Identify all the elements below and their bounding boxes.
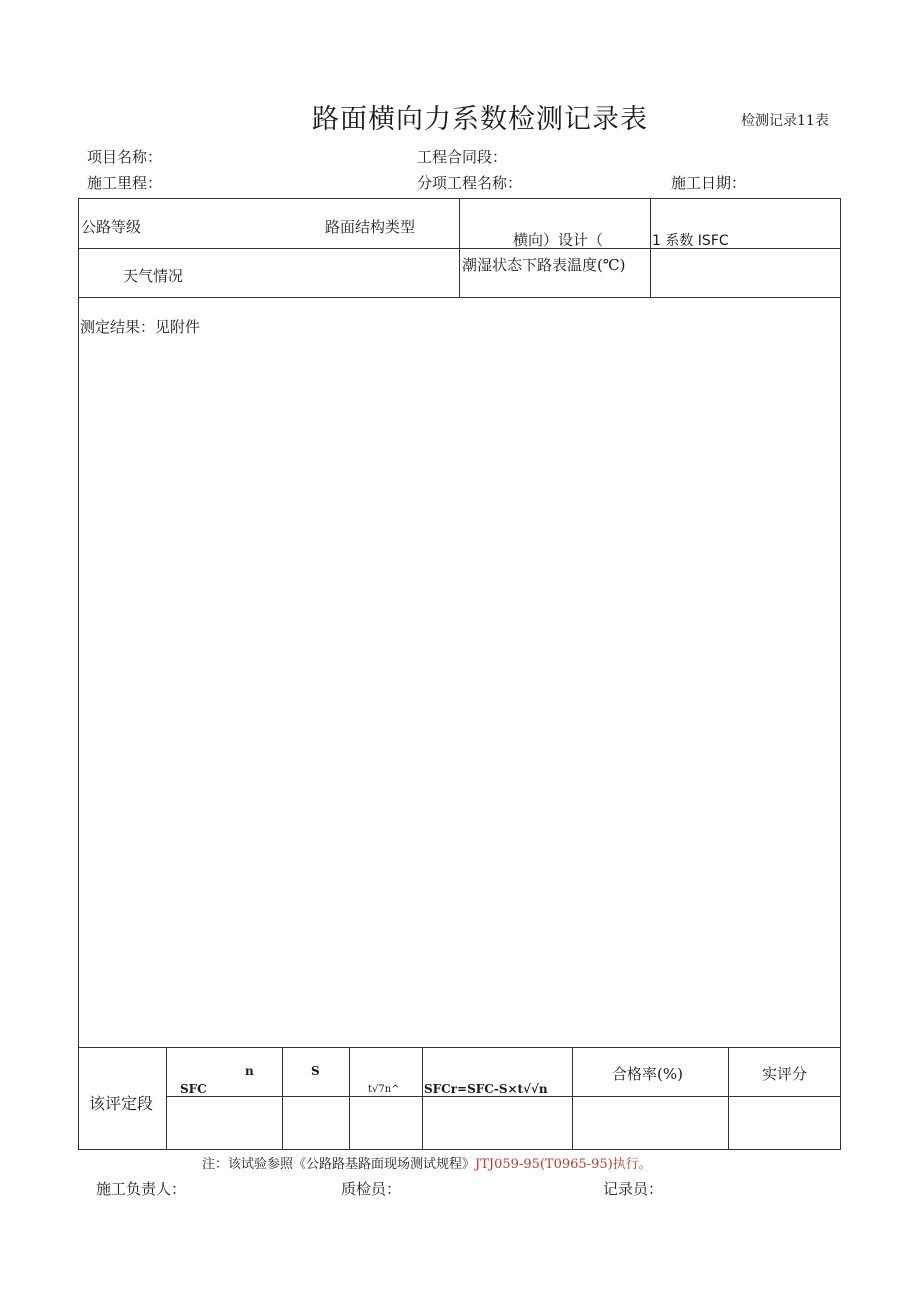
row-divider xyxy=(166,1096,840,1097)
recorder-label: 记录员： xyxy=(603,1180,664,1198)
weather-label: 天气情况 xyxy=(123,267,184,285)
col-formula-header: SFCr=SFC-S×t√√n xyxy=(424,1082,548,1096)
design-label: 横向）设计（ xyxy=(513,231,604,249)
construction-date-label: 施工日期： xyxy=(671,174,747,192)
col-divider xyxy=(282,1047,283,1149)
footer-note xyxy=(202,1153,652,1172)
supervisor-label: 施工负责人： xyxy=(96,1180,187,1198)
col-divider xyxy=(728,1047,729,1149)
col-divider xyxy=(650,199,651,297)
mileage-label: 施工里程： xyxy=(87,174,163,192)
sfc-label: 1 系数 ISFC xyxy=(652,233,729,249)
sub-project-label: 分项工程名称： xyxy=(417,174,523,192)
col-score-header: 实评分 xyxy=(762,1065,808,1083)
col-s-header: S xyxy=(311,1064,320,1078)
row-divider xyxy=(79,297,840,298)
note-prefix: 注：该试验参照《公路路基路面现场测试规程》 xyxy=(202,1157,476,1172)
road-grade-label: 公路等级 xyxy=(81,218,142,236)
eval-segment-label: 该评定段 xyxy=(89,1094,154,1113)
project-name-label: 项目名称： xyxy=(87,148,163,166)
col-n-header: n xyxy=(245,1064,254,1078)
col-t-header: t√7n^ xyxy=(368,1084,400,1095)
page-title: 路面横向力系数检测记录表 xyxy=(312,104,648,135)
col-divider xyxy=(349,1047,350,1149)
col-divider xyxy=(572,1047,573,1149)
row-divider xyxy=(79,1047,840,1048)
contract-section-label: 工程合同段： xyxy=(417,148,508,166)
col-divider xyxy=(166,1047,167,1149)
note-code: JTJ059-95(T0965-95)执行。 xyxy=(475,1157,652,1172)
record-table xyxy=(78,198,841,1150)
record-code: 检测记录11表 xyxy=(741,113,829,129)
pavement-type-label: 路面结构类型 xyxy=(325,218,416,236)
inspector-label: 质检员： xyxy=(341,1180,402,1198)
col-divider xyxy=(459,199,460,297)
result-label: 测定结果：见附件 xyxy=(80,318,201,336)
temperature-label: 潮湿状态下路表温度(℃) xyxy=(462,256,626,274)
col-sfc-header: SFC xyxy=(180,1082,207,1096)
col-divider xyxy=(422,1047,423,1149)
col-pass-rate-header: 合格率(%) xyxy=(612,1065,683,1083)
